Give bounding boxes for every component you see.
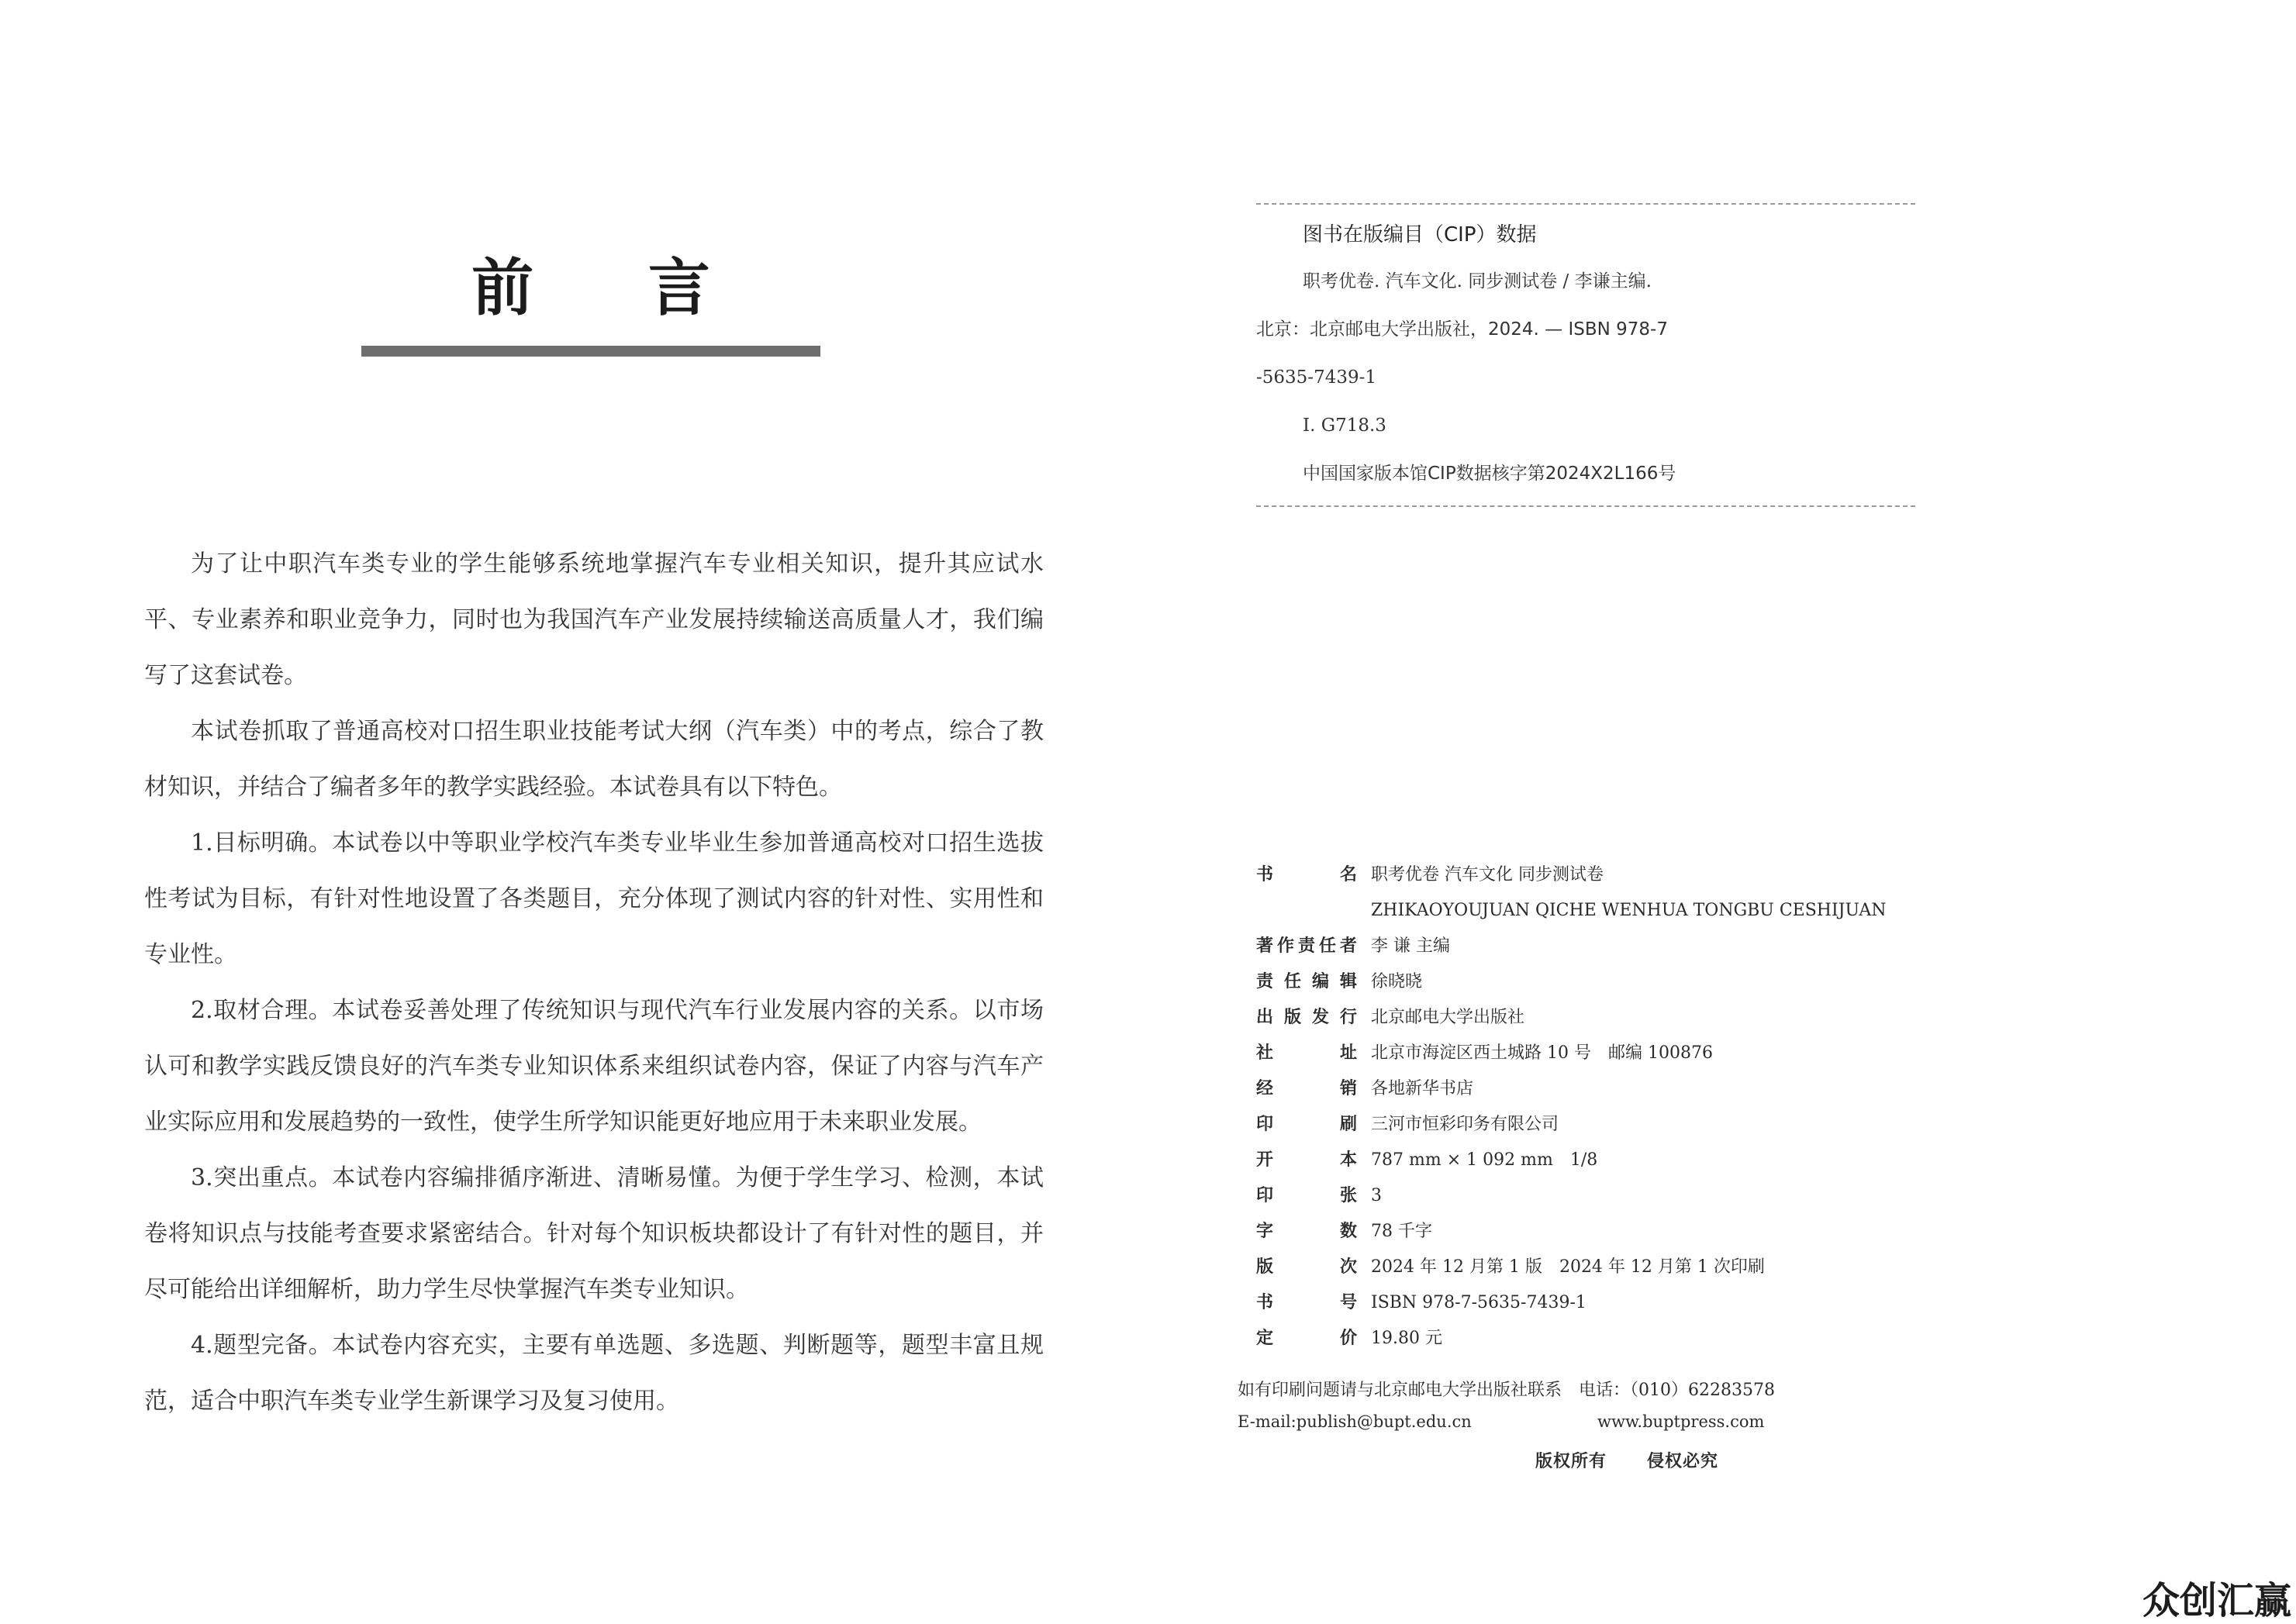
info-label: 印刷 [1256, 1115, 1357, 1134]
info-label: 社址 [1256, 1043, 1357, 1063]
info-row-address [1256, 1041, 1954, 1077]
info-value: 职考优卷 汽车文化 同步测试卷 [1371, 865, 1604, 884]
info-value: 北京市海淀区西土城路 10 号 邮编 100876 [1371, 1043, 1713, 1063]
info-label: 印张 [1256, 1186, 1357, 1205]
info-label: 定价 [1256, 1329, 1357, 1348]
contact-website: www.buptpress.com [1597, 1412, 1765, 1431]
info-row-publisher [1256, 1005, 1954, 1041]
info-row-editor [1256, 970, 1954, 1005]
contact-email: E-mail:publish@bupt.edu.cn [1238, 1412, 1472, 1431]
infringement-notice: 侵权必究 [1647, 1451, 1719, 1471]
print-issue-contact: 如有印刷问题请与北京邮电大学出版社联系 电话：（010）62283578 [1238, 1381, 1775, 1400]
info-value: 三河市恒彩印务有限公司 [1371, 1115, 1559, 1134]
cip-bottom-divider [1256, 505, 1915, 507]
title-underline [361, 346, 820, 357]
cip-record-number: 中国国家版本馆CIP数据核字第2024X2L166号 [1303, 464, 1676, 484]
cip-heading: 图书在版编目（CIP）数据 [1303, 223, 1537, 247]
preface-paragraph: 1.目标明确。本试卷以中等职业学校汽车类专业毕业生参加普通高校对口招生选拔性考试为目标，有针对性地设置了各类题目，充分体现了测试内容的针对性、实用性和专业性。 [144, 829, 1044, 968]
info-row-printer [1256, 1112, 1954, 1148]
cip-top-divider [1256, 203, 1915, 205]
info-value: 李 谦 主编 [1371, 936, 1450, 956]
info-value: 2024 年 12 月第 1 版 2024 年 12 月第 1 次印刷 [1371, 1257, 1765, 1277]
preface-title: 前 言 [471, 252, 757, 324]
info-row-distributor [1256, 1077, 1954, 1112]
cip-classification: Ⅰ. G718.3 [1303, 415, 1386, 436]
info-value: 徐晓晓 [1371, 972, 1423, 991]
info-row-book-title [1256, 863, 1954, 898]
info-row-isbn [1256, 1291, 1954, 1326]
cip-publisher-line: 北京：北京邮电大学出版社，2024. — ISBN 978-7 [1256, 319, 1668, 340]
preface-body [144, 536, 1044, 1429]
info-value: 787 mm × 1 092 mm 1/8 [1371, 1150, 1598, 1170]
book-title-pinyin: ZHIKAOYOUJUAN QICHE WENHUA TONGBU CESHIJUAN [1371, 901, 1887, 920]
preface-paragraph: 为了让中职汽车类专业的学生能够系统地掌握汽车专业相关知识，提升其应试水平、专业素养和职业竞争力，同时也为我国汽车产业发展持续输送高质量人才，我们编写了这套试卷。 [144, 550, 1044, 689]
copyright-info [1256, 863, 1954, 1362]
info-label: 书名 [1256, 865, 1357, 884]
info-label: 书号 [1256, 1293, 1357, 1312]
info-row-price [1256, 1326, 1954, 1362]
preface-paragraph: 4.题型完备。本试卷内容充实，主要有单选题、多选题、判断题等，题型丰富且规范，适合中职汽车类专业学生新课学习及复习使用。 [144, 1332, 1044, 1415]
info-label: 责任编辑 [1256, 972, 1357, 991]
info-value: 78 千字 [1371, 1222, 1432, 1241]
watermark-logo: 众创汇赢 [2142, 1579, 2291, 1622]
info-value: 3 [1371, 1186, 1382, 1205]
info-label: 字数 [1256, 1222, 1357, 1241]
preface-paragraph: 2.取材合理。本试卷妥善处理了传统知识与现代汽车行业发展内容的关系。以市场认可和教学实践反馈良好的汽车类专业知识体系来组织试卷内容，保证了内容与汽车产业实际应用和发展趋势的一致性，使学生所学知识能更好地应用于未来职业发展。 [144, 997, 1044, 1136]
info-row-pinyin [1256, 898, 1954, 934]
info-label: 出版发行 [1256, 1008, 1357, 1027]
info-row-format [1256, 1148, 1954, 1184]
cip-isbn-continuation: -5635-7439-1 [1256, 367, 1377, 388]
info-value: 19.80 元 [1371, 1329, 1442, 1348]
info-label: 版次 [1256, 1257, 1357, 1277]
info-row-word-count [1256, 1219, 1954, 1255]
info-value: 北京邮电大学出版社 [1371, 1008, 1525, 1027]
info-label: 开本 [1256, 1150, 1357, 1170]
info-value: ISBN 978-7-5635-7439-1 [1371, 1293, 1586, 1312]
info-label: 著作责任者 [1256, 936, 1357, 956]
info-row-edition [1256, 1255, 1954, 1291]
rights-notice [1535, 1448, 1718, 1472]
preface-paragraph: 3.突出重点。本试卷内容编排循序渐进、清晰易懂。为便于学生学习、检测，本试卷将知识点与技能考查要求紧密结合。针对每个知识板块都设计了有针对性的题目，并尽可能给出详细解析，助力学生尽快掌握汽车类专业知识。 [144, 1164, 1044, 1303]
info-row-sheets [1256, 1184, 1954, 1219]
info-label: 经销 [1256, 1079, 1357, 1098]
rights-reserved: 版权所有 [1535, 1451, 1607, 1471]
info-value: 各地新华书店 [1371, 1079, 1474, 1098]
preface-paragraph: 本试卷抓取了普通高校对口招生职业技能考试大纲（汽车类）中的考点，综合了教材知识，并结合了编者多年的教学实践经验。本试卷具有以下特色。 [144, 718, 1044, 801]
cip-title-line: 职考优卷. 汽车文化. 同步测试卷 / 李谦主编. [1303, 271, 1652, 291]
info-row-author [1256, 934, 1954, 970]
